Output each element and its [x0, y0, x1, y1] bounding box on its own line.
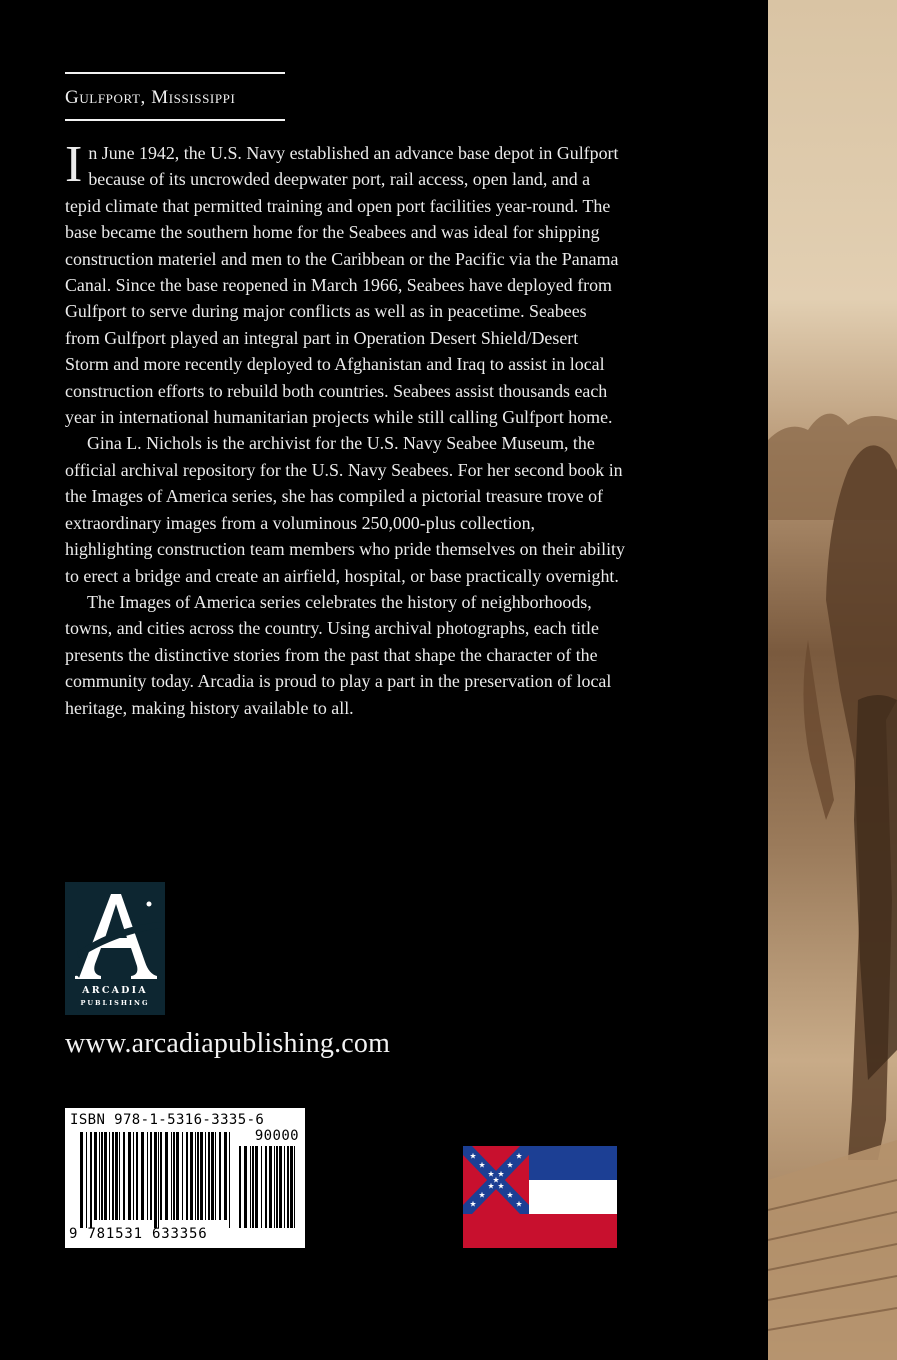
barcode-bar [211, 1132, 214, 1220]
barcode-bar [141, 1132, 144, 1220]
barcode-bar [171, 1132, 172, 1220]
drop-cap: I [65, 136, 83, 193]
barcode-bar [265, 1146, 267, 1228]
barcode-bar [250, 1146, 251, 1228]
isbn-barcode [65, 1108, 305, 1248]
paragraph-intro [65, 136, 625, 430]
barcode-bars-main [80, 1132, 232, 1228]
back-cover-copy [65, 136, 625, 721]
publisher-url[interactable]: www.arcadiapublishing.com [65, 1028, 391, 1059]
barcode-bars-addon [239, 1146, 297, 1228]
logo-name: ARCADIA [82, 985, 148, 996]
barcode-bar [176, 1132, 179, 1220]
barcode-bar [123, 1132, 125, 1220]
barcode-bar [90, 1132, 92, 1228]
paragraph-author: Gina L. Nichols is the archivist for the U.S. Navy Seabee Museum, the official archival repository for the U.S. Navy Seabees. For her second book in the Images of America series, she has compiled a pictorial treasure trove of extraordinary images from a voluminous 250,000-plus collection, highlighting construction team members who pride themselves on their ability to erect a bridge and create an airfield, hospital, or base practically overnight. [65, 433, 625, 586]
barcode-bar [276, 1146, 278, 1228]
barcode-bar [244, 1146, 247, 1228]
barcode-bar [252, 1146, 254, 1228]
barcode-bar [279, 1146, 282, 1228]
barcode-bar [287, 1146, 289, 1228]
barcode-bar [94, 1132, 97, 1220]
barcode-bar [182, 1132, 183, 1220]
barcode-bar [158, 1132, 159, 1228]
barcode-bar [150, 1132, 152, 1220]
barcode-bar [128, 1132, 131, 1220]
logo-sub: PUBLISHING [80, 999, 150, 1007]
sepia-photo-art [768, 0, 897, 1360]
barcode-bar [229, 1132, 230, 1228]
barcode-bar [205, 1132, 206, 1220]
arcadia-a-mark [65, 882, 165, 986]
barcode-bar [133, 1132, 134, 1220]
barcode-bar [190, 1132, 193, 1220]
barcode-bar [160, 1132, 162, 1220]
barcode-bar [101, 1132, 103, 1220]
mississippi-flag [463, 1146, 617, 1248]
paragraph-intro-text: n June 1942, the U.S. Navy established an advance base depot in Gulfport because of its uncrowded deepwater port, rail access, open land, and a tepid climate that permitted training and open port facilities year-round. The base became the southern home for the Seabees and was ideal for shipping construction materiel and men to the Caribbean or the Pacific via the Panama Canal. Since the base reopened in March 1966, Seabees have deployed from Gulfport to serve during major conflicts as well as in peacetime. Seabees from Gulfport played an integral part in Operation Desert Shield/Desert Storm and more recently deployed to Afghanistan and Iraq to assist in local construction efforts to rebuild both countries. Seabees assist thousands each year in international humanitarian projects while still calling Gulfport home. [65, 143, 619, 428]
barcode-bar [208, 1132, 210, 1220]
barcode-bar [173, 1132, 175, 1220]
barcode-bar [200, 1132, 203, 1220]
barcode-bar [112, 1132, 114, 1220]
barcode-bar [80, 1132, 83, 1228]
barcode-bar [104, 1132, 107, 1220]
location-heading: Gulfport, Mississippi [65, 87, 236, 108]
barcode-bar [109, 1132, 110, 1220]
barcode-bar [215, 1132, 216, 1220]
barcode-bar [239, 1146, 241, 1228]
barcode-bar [255, 1146, 258, 1228]
barcode-bar [290, 1146, 293, 1228]
barcode-bar [195, 1132, 196, 1220]
barcode-bar [197, 1132, 199, 1220]
flag-red-stripe [463, 1214, 617, 1248]
barcode-bar [224, 1132, 227, 1220]
barcode-bar [186, 1132, 188, 1220]
barcode-bar [99, 1132, 100, 1220]
barcode-bar [261, 1146, 262, 1228]
cover-photo-strip [768, 0, 897, 1360]
barcode-bar [154, 1132, 157, 1228]
barcode-bar [115, 1132, 118, 1220]
barcode-bar [284, 1146, 285, 1228]
barcode-bar [86, 1132, 87, 1228]
barcode-bar [269, 1146, 272, 1228]
barcode-bar [294, 1146, 295, 1228]
header-rule-bottom [65, 119, 285, 121]
barcode-bar [147, 1132, 148, 1220]
ean-digits: 9 781531 633356 [69, 1226, 208, 1242]
barcode-bar [119, 1132, 120, 1220]
price-code: 90000 [254, 1128, 299, 1144]
barcode-bar [274, 1146, 275, 1228]
barcode-bar [136, 1132, 138, 1220]
arcadia-logo [65, 882, 165, 1015]
header-rule-top [65, 72, 285, 74]
paragraph-series: The Images of America series celebrates the history of neighborhoods, towns, and cities across the country. Using archival photographs, each title presents the distinctive stories from the past that shape the character of the community today. Arcadia is proud to play a part in the preservation of local heritage, making history available to all. [65, 591, 612, 718]
barcode-bar [219, 1132, 221, 1220]
barcode-bar [165, 1132, 168, 1220]
isbn-label: ISBN 978-1-5316-3335-6 [70, 1112, 265, 1128]
